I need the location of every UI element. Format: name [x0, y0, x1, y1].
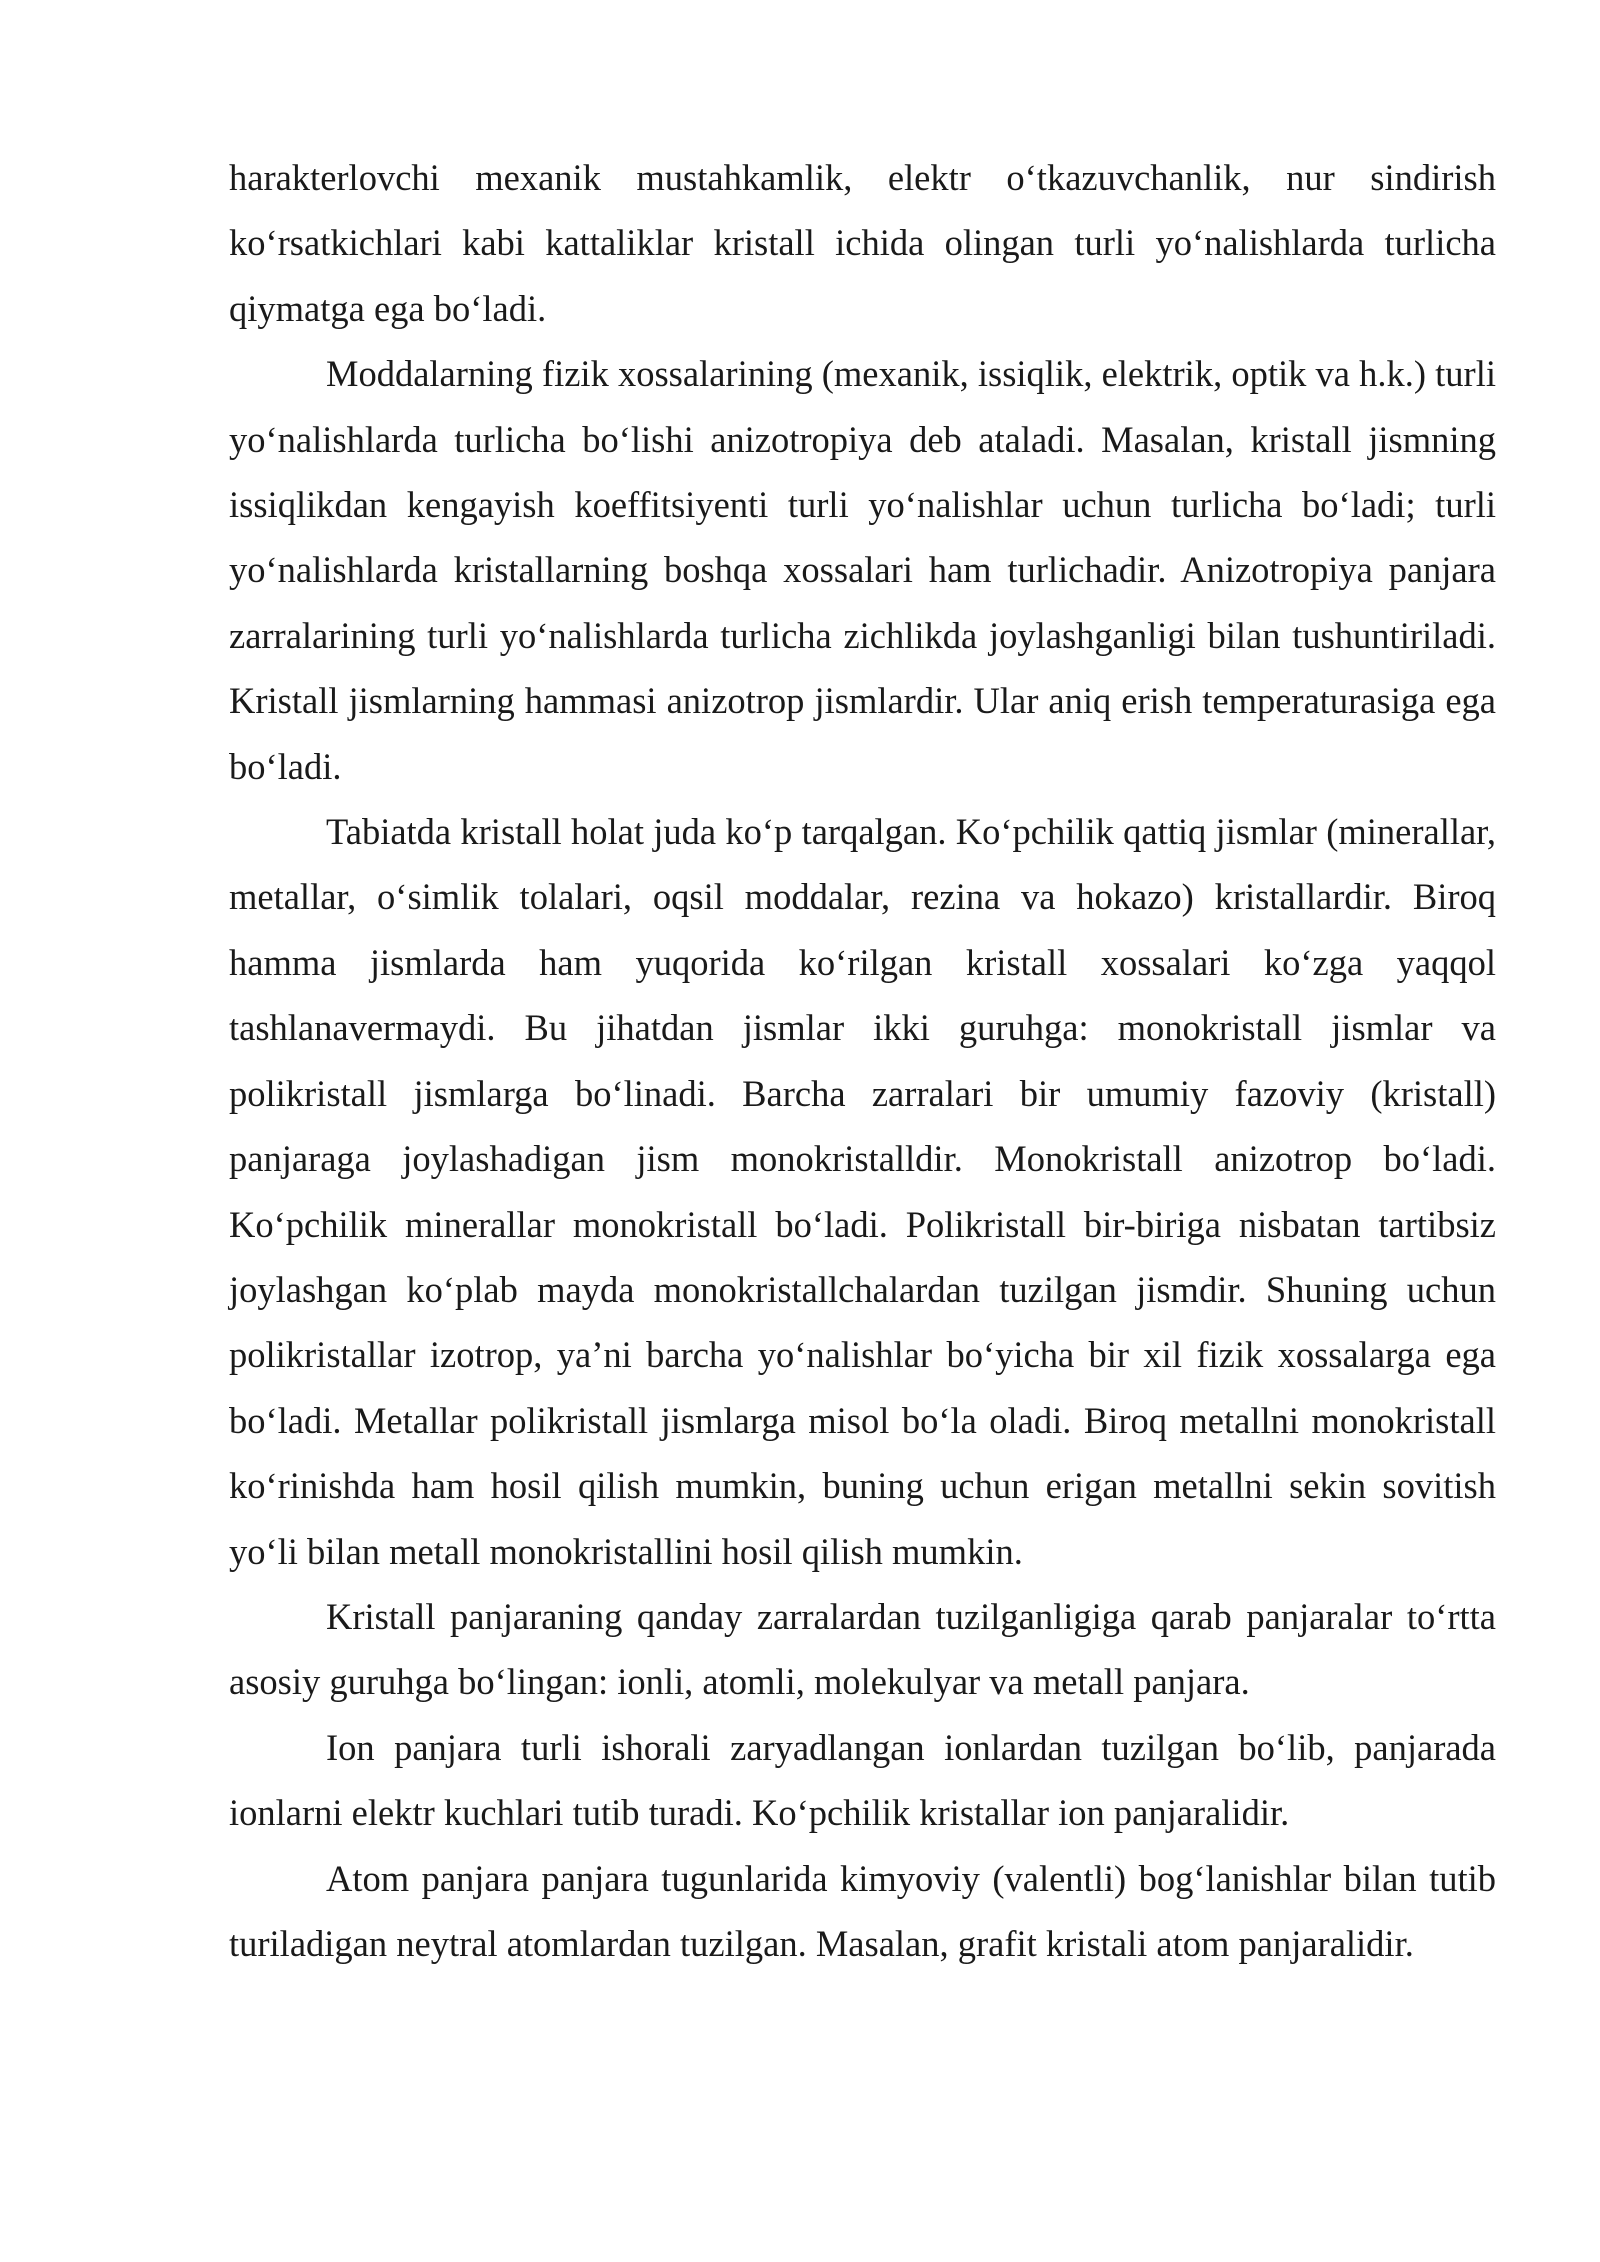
document-page [229, 145, 1496, 1976]
paragraph-anisotropy: Moddalarning fizik xossalarining (mexanik, issiqlik, elektrik, optik va h.k.) turli yo‘nalishlarda turlicha bo‘lishi anizotropiya deb ataladi. Masalan, kristall jismning issiqlikdan kengayish koeffitsiyenti turli yo‘nalishlar uchun turlicha bo‘ladi; turli yo‘nalishlarda kristallarning boshqa xossalari ham turlichadir. Anizotropiya panjara zarralarining turli yo‘nalishlarda turlicha zichlikda joylashganligi bilan tushuntiriladi. Kristall jismlarning hammasi anizotrop jismlardir. Ular aniq erish temperaturasiga ega bo‘ladi. [229, 353, 1496, 787]
paragraph-continuation: harakterlovchi mexanik mustahkamlik, elektr o‘tkazuvchanlik, nur sindirish ko‘rsatkichlari kabi kattaliklar kristall ichida olingan turli yo‘nalishlarda turlicha qiymatga ega bo‘ladi. [229, 157, 1496, 329]
paragraph-atom-lattice: Atom panjara panjara tugunlarida kimyoviy (valentli) bog‘lanishlar bilan tutib turiladigan neytral atomlardan tuzilgan. Masalan, grafit kristali atom panjaralidir. [229, 1857, 1496, 1964]
paragraph-crystal-state: Tabiatda kristall holat juda ko‘p tarqalgan. Ko‘pchilik qattiq jismlar (minerallar, metallar, o‘simlik tolalari, oqsil moddalar, rezina va hokazo) kristallardir. Biroq hamma jismlarda ham yuqorida ko‘rilgan kristall xossalari ko‘zga yaqqol tashlanavermaydi. Bu jihatdan jismlar ikki guruhga: monokristall jismlar va polikristall jismlarga bo‘linadi. Barcha zarralari bir umumiy fazoviy (kristall) panjaraga joylashadigan jism monokristalldir. Monokristall anizotrop bo‘ladi. Ko‘pchilik minerallar monokristall bo‘ladi. Polikristall bir-biriga nisbatan tartibsiz joylashgan ko‘plab mayda monokristallchalardan tuzilgan jismdir. Shuning uchun polikristallar izotrop, ya’ni barcha yo‘nalishlar bo‘yicha bir xil fizik xossalarga ega bo‘ladi. Metallar polikristall jismlarga misol bo‘la oladi. Biroq metallni monokristall ko‘rinishda ham hosil qilish mumkin, buning uchun erigan metallni sekin sovitish yo‘li bilan metall monokristallini hosil qilish mumkin. [229, 811, 1496, 1572]
paragraph-lattice-groups: Kristall panjaraning qanday zarralardan tuzilganligiga qarab panjaralar to‘rtta asosiy guruhga bo‘lingan: ionli, atomli, molekulyar va metall panjara. [229, 1595, 1496, 1703]
paragraph-ion-lattice: Ion panjara turli ishorali zaryadlangan ionlardan tuzilgan bo‘lib, panjarada ionlarni elektr kuchlari tutib turadi. Ko‘pchilik kristallar ion panjaralidir. [229, 1726, 1496, 1834]
